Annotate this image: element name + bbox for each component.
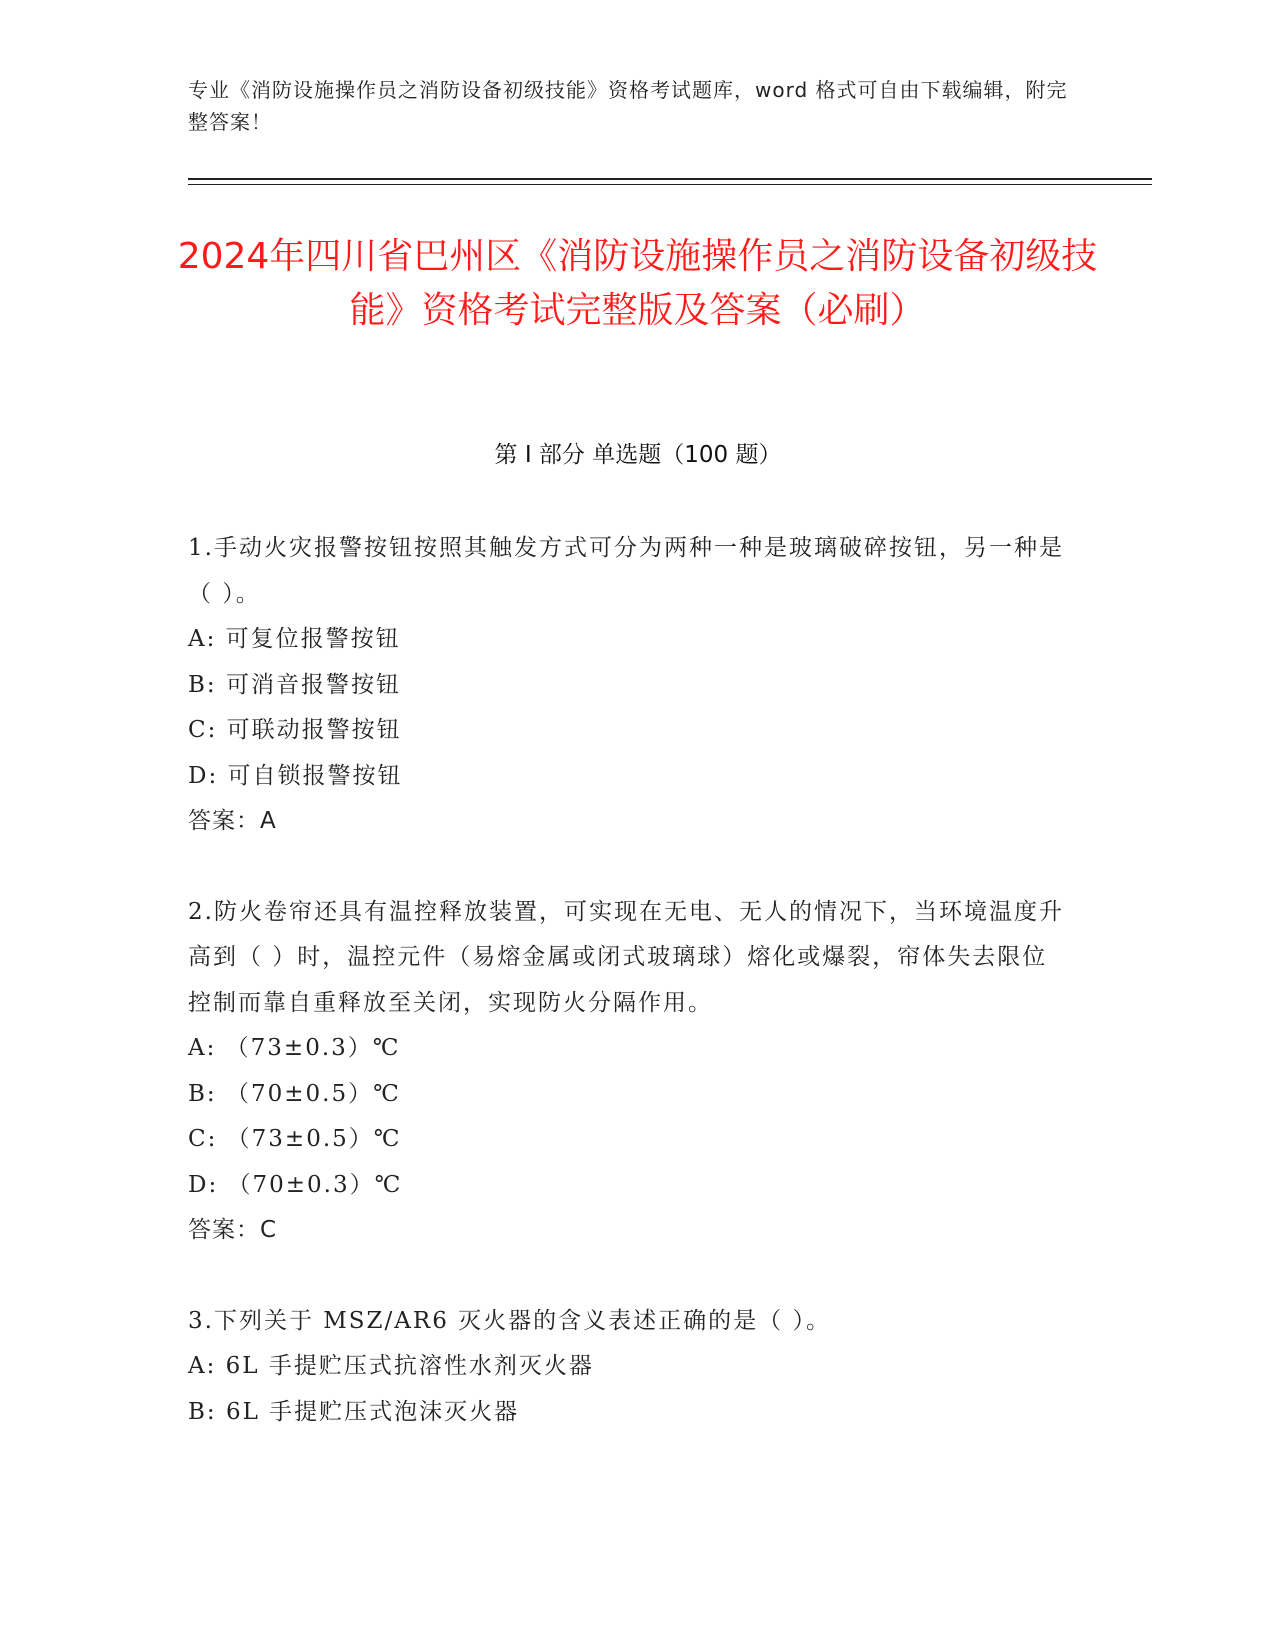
header-divider-thick xyxy=(188,178,1152,180)
option-b: B: （70±0.5）℃ xyxy=(188,1080,401,1107)
option-b: B: 可消音报警按钮 xyxy=(188,671,401,698)
option-c: C: （73±0.5）℃ xyxy=(188,1126,402,1152)
question-2 xyxy=(188,890,1068,1254)
option-a: A: 6L 手提贮压式抗溶性水剂灭火器 xyxy=(188,1353,594,1379)
header-note: 专业《消防设施操作员之消防设备初级技能》资格考试题库，word 格式可自由下载编辑，附完整答案！ xyxy=(188,78,1068,134)
option-a: A: 可复位报警按钮 xyxy=(188,626,401,652)
answer-line: 答案：C xyxy=(188,1217,278,1243)
option-c: C: 可联动报警按钮 xyxy=(188,717,402,743)
question-stem: 3.下列关于 MSZ/AR6 灭火器的含义表述正确的是（ ）。 xyxy=(188,1307,831,1334)
header-divider-thin xyxy=(188,184,1152,185)
question-stem: 1.手动火灾报警按钮按照其触发方式可分为两种一种是玻璃破碎按钮，另一种是（ ）。 xyxy=(188,535,1064,607)
document-title: 2024年四川省巴州区《消防设施操作员之消防设备初级技能》资格考试完整版及答案（必刷） xyxy=(177,236,1098,331)
section-heading: 第 I 部分 单选题（100 题） xyxy=(494,442,782,468)
option-b: B: 6L 手提贮压式泡沫灭火器 xyxy=(188,1398,520,1425)
question-list xyxy=(188,526,1068,1480)
question-1 xyxy=(188,526,1068,845)
answer-line: 答案：A xyxy=(188,808,277,834)
question-3 xyxy=(188,1299,1068,1436)
option-a: A: （73±0.3）℃ xyxy=(188,1035,401,1061)
question-stem: 2.防火卷帘还具有温控释放装置，可实现在无电、无人的情况下，当环境温度升高到（ ）时，温控元件（易熔金属或闭式玻璃球）熔化或爆裂，帘体失去限位控制而靠自重释放至关闭，实现防火分隔作用。 xyxy=(188,898,1064,1016)
option-d: D: 可自锁报警按钮 xyxy=(188,762,403,789)
option-d: D: （70±0.3）℃ xyxy=(188,1171,403,1198)
